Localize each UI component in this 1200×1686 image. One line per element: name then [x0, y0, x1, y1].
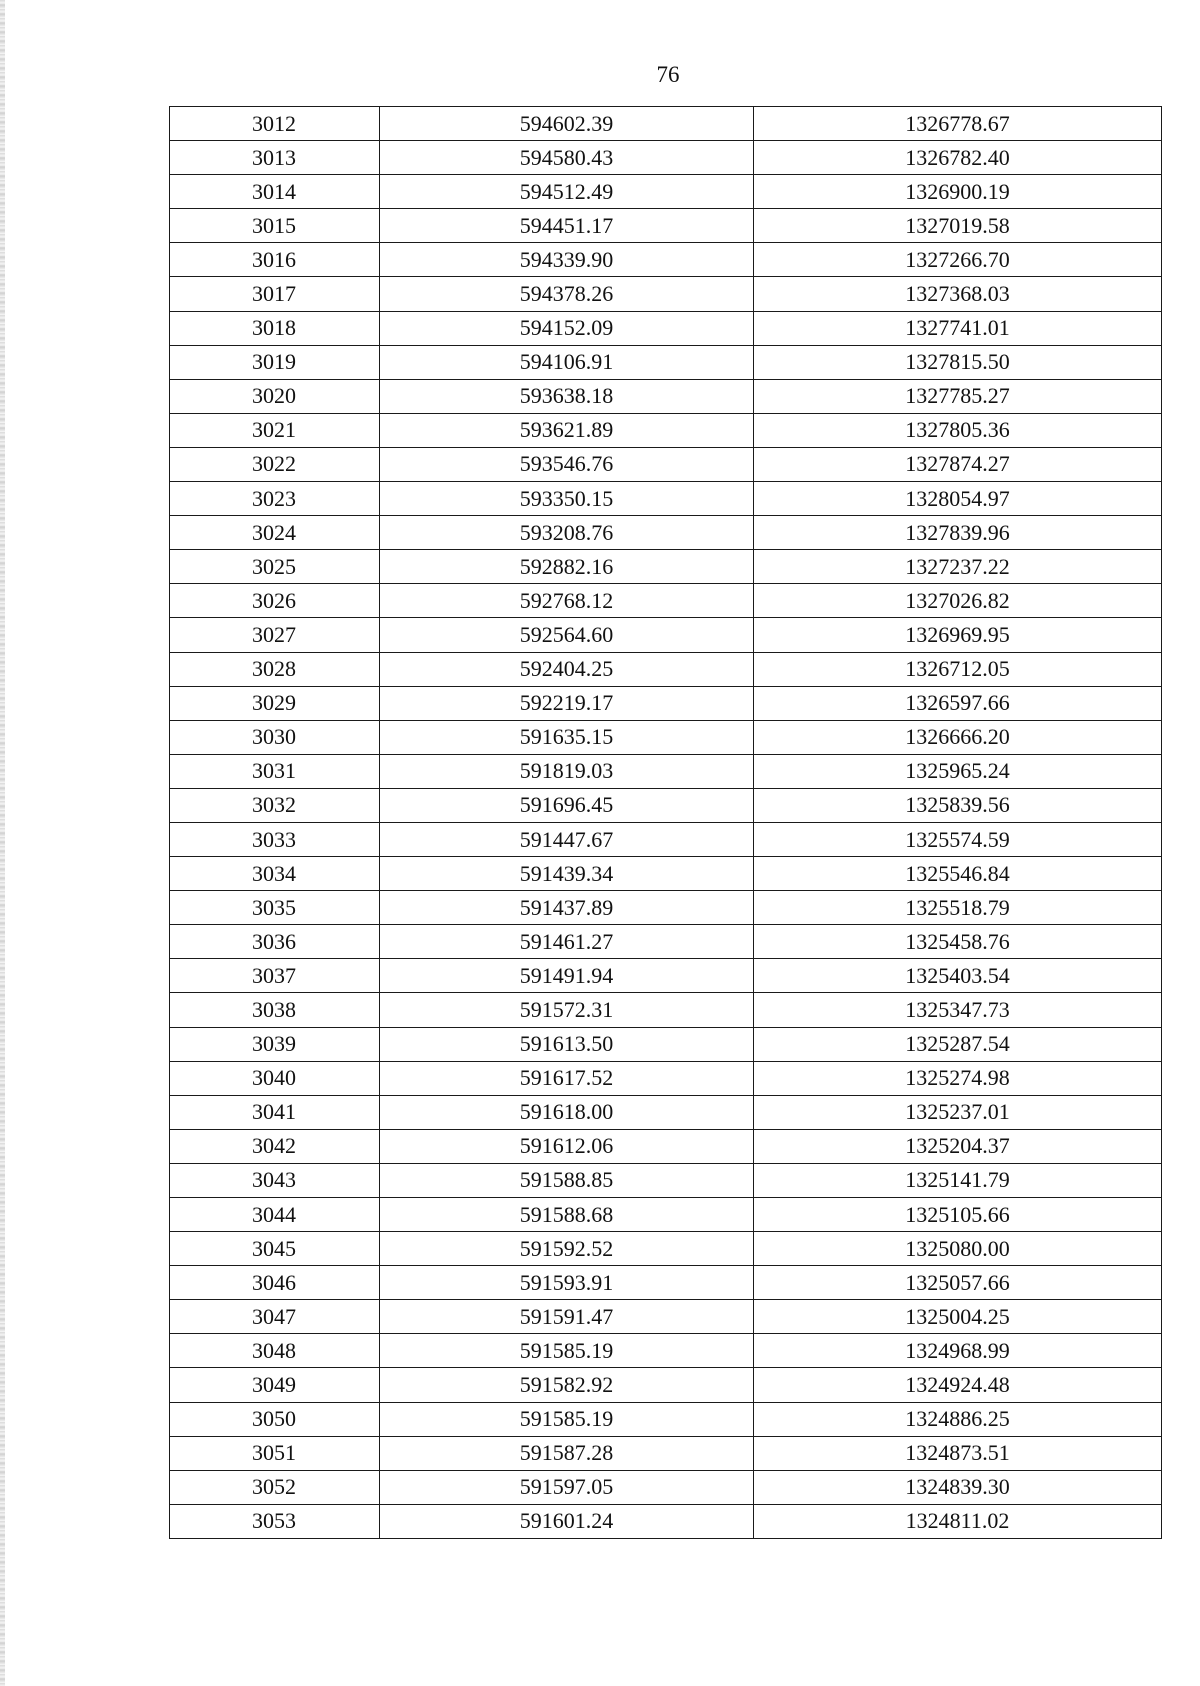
x-coordinate-cell: 593621.89 [380, 413, 754, 447]
x-coordinate-cell: 594106.91 [380, 345, 754, 379]
point-id-cell: 3020 [170, 379, 380, 413]
x-coordinate-cell: 594378.26 [380, 277, 754, 311]
point-id-cell: 3047 [170, 1300, 380, 1334]
table-row [170, 345, 1162, 379]
x-coordinate-cell: 591582.92 [380, 1368, 754, 1402]
point-id-cell: 3048 [170, 1334, 380, 1368]
point-id-cell: 3024 [170, 516, 380, 550]
x-coordinate-cell: 591612.06 [380, 1129, 754, 1163]
table-row [170, 447, 1162, 481]
table-body [170, 107, 1162, 1539]
y-coordinate-cell: 1325004.25 [754, 1300, 1162, 1334]
point-id-cell: 3049 [170, 1368, 380, 1402]
point-id-cell: 3050 [170, 1402, 380, 1436]
table-row [170, 1027, 1162, 1061]
table-row [170, 1232, 1162, 1266]
x-coordinate-cell: 591601.24 [380, 1504, 754, 1538]
point-id-cell: 3044 [170, 1198, 380, 1232]
x-coordinate-cell: 591491.94 [380, 959, 754, 993]
x-coordinate-cell: 591585.19 [380, 1334, 754, 1368]
coordinates-table [169, 106, 1162, 1539]
y-coordinate-cell: 1325204.37 [754, 1129, 1162, 1163]
x-coordinate-cell: 591593.91 [380, 1266, 754, 1300]
point-id-cell: 3039 [170, 1027, 380, 1061]
point-id-cell: 3015 [170, 209, 380, 243]
x-coordinate-cell: 591819.03 [380, 754, 754, 788]
x-coordinate-cell: 591592.52 [380, 1232, 754, 1266]
y-coordinate-cell: 1326712.05 [754, 652, 1162, 686]
y-coordinate-cell: 1327874.27 [754, 447, 1162, 481]
y-coordinate-cell: 1325546.84 [754, 857, 1162, 891]
x-coordinate-cell: 592219.17 [380, 686, 754, 720]
y-coordinate-cell: 1327785.27 [754, 379, 1162, 413]
y-coordinate-cell: 1325403.54 [754, 959, 1162, 993]
y-coordinate-cell: 1325574.59 [754, 822, 1162, 856]
y-coordinate-cell: 1324839.30 [754, 1470, 1162, 1504]
y-coordinate-cell: 1324968.99 [754, 1334, 1162, 1368]
point-id-cell: 3022 [170, 447, 380, 481]
x-coordinate-cell: 594512.49 [380, 175, 754, 209]
y-coordinate-cell: 1327026.82 [754, 584, 1162, 618]
point-id-cell: 3026 [170, 584, 380, 618]
x-coordinate-cell: 591587.28 [380, 1436, 754, 1470]
table-row [170, 1504, 1162, 1538]
y-coordinate-cell: 1326900.19 [754, 175, 1162, 209]
x-coordinate-cell: 591696.45 [380, 788, 754, 822]
x-coordinate-cell: 591447.67 [380, 822, 754, 856]
y-coordinate-cell: 1325347.73 [754, 993, 1162, 1027]
table-row [170, 686, 1162, 720]
x-coordinate-cell: 591617.52 [380, 1061, 754, 1095]
table-row [170, 175, 1162, 209]
point-id-cell: 3017 [170, 277, 380, 311]
point-id-cell: 3045 [170, 1232, 380, 1266]
point-id-cell: 3025 [170, 550, 380, 584]
table-row [170, 1368, 1162, 1402]
x-coordinate-cell: 593638.18 [380, 379, 754, 413]
table-row [170, 1334, 1162, 1368]
x-coordinate-cell: 591588.85 [380, 1163, 754, 1197]
point-id-cell: 3034 [170, 857, 380, 891]
x-coordinate-cell: 593208.76 [380, 516, 754, 550]
table-row [170, 618, 1162, 652]
table-row [170, 1163, 1162, 1197]
point-id-cell: 3052 [170, 1470, 380, 1504]
table-row [170, 1470, 1162, 1504]
table-row [170, 925, 1162, 959]
x-coordinate-cell: 594152.09 [380, 311, 754, 345]
x-coordinate-cell: 594451.17 [380, 209, 754, 243]
point-id-cell: 3041 [170, 1095, 380, 1129]
table-row [170, 379, 1162, 413]
table-row [170, 1266, 1162, 1300]
point-id-cell: 3036 [170, 925, 380, 959]
point-id-cell: 3028 [170, 652, 380, 686]
x-coordinate-cell: 594339.90 [380, 243, 754, 277]
x-coordinate-cell: 591461.27 [380, 925, 754, 959]
y-coordinate-cell: 1327019.58 [754, 209, 1162, 243]
y-coordinate-cell: 1327805.36 [754, 413, 1162, 447]
page-number: 76 [656, 62, 680, 87]
table-row [170, 993, 1162, 1027]
table-row [170, 311, 1162, 345]
point-id-cell: 3019 [170, 345, 380, 379]
point-id-cell: 3023 [170, 482, 380, 516]
y-coordinate-cell: 1325965.24 [754, 754, 1162, 788]
table-row [170, 413, 1162, 447]
y-coordinate-cell: 1325141.79 [754, 1163, 1162, 1197]
x-coordinate-cell: 592882.16 [380, 550, 754, 584]
y-coordinate-cell: 1324924.48 [754, 1368, 1162, 1402]
y-coordinate-cell: 1326969.95 [754, 618, 1162, 652]
scan-edge [0, 0, 5, 1686]
x-coordinate-cell: 591572.31 [380, 993, 754, 1027]
table-row [170, 1300, 1162, 1334]
x-coordinate-cell: 591591.47 [380, 1300, 754, 1334]
x-coordinate-cell: 592768.12 [380, 584, 754, 618]
table-row [170, 1436, 1162, 1470]
table-row [170, 584, 1162, 618]
y-coordinate-cell: 1326778.67 [754, 107, 1162, 141]
y-coordinate-cell: 1325105.66 [754, 1198, 1162, 1232]
table-row [170, 1402, 1162, 1436]
x-coordinate-cell: 592564.60 [380, 618, 754, 652]
y-coordinate-cell: 1325057.66 [754, 1266, 1162, 1300]
table-row [170, 754, 1162, 788]
table-row [170, 209, 1162, 243]
y-coordinate-cell: 1325080.00 [754, 1232, 1162, 1266]
point-id-cell: 3035 [170, 891, 380, 925]
table-row [170, 1061, 1162, 1095]
y-coordinate-cell: 1327237.22 [754, 550, 1162, 584]
y-coordinate-cell: 1325274.98 [754, 1061, 1162, 1095]
table-row [170, 822, 1162, 856]
y-coordinate-cell: 1325458.76 [754, 925, 1162, 959]
x-coordinate-cell: 591618.00 [380, 1095, 754, 1129]
y-coordinate-cell: 1324886.25 [754, 1402, 1162, 1436]
y-coordinate-cell: 1325839.56 [754, 788, 1162, 822]
point-id-cell: 3027 [170, 618, 380, 652]
table-row [170, 720, 1162, 754]
point-id-cell: 3033 [170, 822, 380, 856]
y-coordinate-cell: 1327839.96 [754, 516, 1162, 550]
point-id-cell: 3042 [170, 1129, 380, 1163]
x-coordinate-cell: 591437.89 [380, 891, 754, 925]
y-coordinate-cell: 1325518.79 [754, 891, 1162, 925]
table-row [170, 243, 1162, 277]
y-coordinate-cell: 1325237.01 [754, 1095, 1162, 1129]
table-row [170, 652, 1162, 686]
y-coordinate-cell: 1327368.03 [754, 277, 1162, 311]
table-row [170, 141, 1162, 175]
table-row [170, 1198, 1162, 1232]
table-row [170, 550, 1162, 584]
y-coordinate-cell: 1327266.70 [754, 243, 1162, 277]
page-number-container [0, 62, 1200, 88]
y-coordinate-cell: 1324811.02 [754, 1504, 1162, 1538]
point-id-cell: 3014 [170, 175, 380, 209]
x-coordinate-cell: 592404.25 [380, 652, 754, 686]
y-coordinate-cell: 1326782.40 [754, 141, 1162, 175]
x-coordinate-cell: 591597.05 [380, 1470, 754, 1504]
y-coordinate-cell: 1325287.54 [754, 1027, 1162, 1061]
point-id-cell: 3032 [170, 788, 380, 822]
x-coordinate-cell: 591588.68 [380, 1198, 754, 1232]
x-coordinate-cell: 593546.76 [380, 447, 754, 481]
table-row [170, 788, 1162, 822]
table-row [170, 857, 1162, 891]
table-row [170, 107, 1162, 141]
x-coordinate-cell: 591635.15 [380, 720, 754, 754]
table-row [170, 891, 1162, 925]
x-coordinate-cell: 591613.50 [380, 1027, 754, 1061]
point-id-cell: 3040 [170, 1061, 380, 1095]
point-id-cell: 3037 [170, 959, 380, 993]
table-row [170, 1129, 1162, 1163]
table-row [170, 959, 1162, 993]
y-coordinate-cell: 1327741.01 [754, 311, 1162, 345]
x-coordinate-cell: 594580.43 [380, 141, 754, 175]
x-coordinate-cell: 591585.19 [380, 1402, 754, 1436]
y-coordinate-cell: 1324873.51 [754, 1436, 1162, 1470]
point-id-cell: 3046 [170, 1266, 380, 1300]
y-coordinate-cell: 1327815.50 [754, 345, 1162, 379]
table-row [170, 516, 1162, 550]
x-coordinate-cell: 591439.34 [380, 857, 754, 891]
point-id-cell: 3018 [170, 311, 380, 345]
point-id-cell: 3031 [170, 754, 380, 788]
table-row [170, 1095, 1162, 1129]
table-row [170, 482, 1162, 516]
point-id-cell: 3030 [170, 720, 380, 754]
y-coordinate-cell: 1328054.97 [754, 482, 1162, 516]
x-coordinate-cell: 593350.15 [380, 482, 754, 516]
y-coordinate-cell: 1326597.66 [754, 686, 1162, 720]
point-id-cell: 3021 [170, 413, 380, 447]
point-id-cell: 3029 [170, 686, 380, 720]
point-id-cell: 3012 [170, 107, 380, 141]
point-id-cell: 3013 [170, 141, 380, 175]
y-coordinate-cell: 1326666.20 [754, 720, 1162, 754]
point-id-cell: 3051 [170, 1436, 380, 1470]
x-coordinate-cell: 594602.39 [380, 107, 754, 141]
point-id-cell: 3038 [170, 993, 380, 1027]
table-row [170, 277, 1162, 311]
point-id-cell: 3016 [170, 243, 380, 277]
point-id-cell: 3043 [170, 1163, 380, 1197]
point-id-cell: 3053 [170, 1504, 380, 1538]
